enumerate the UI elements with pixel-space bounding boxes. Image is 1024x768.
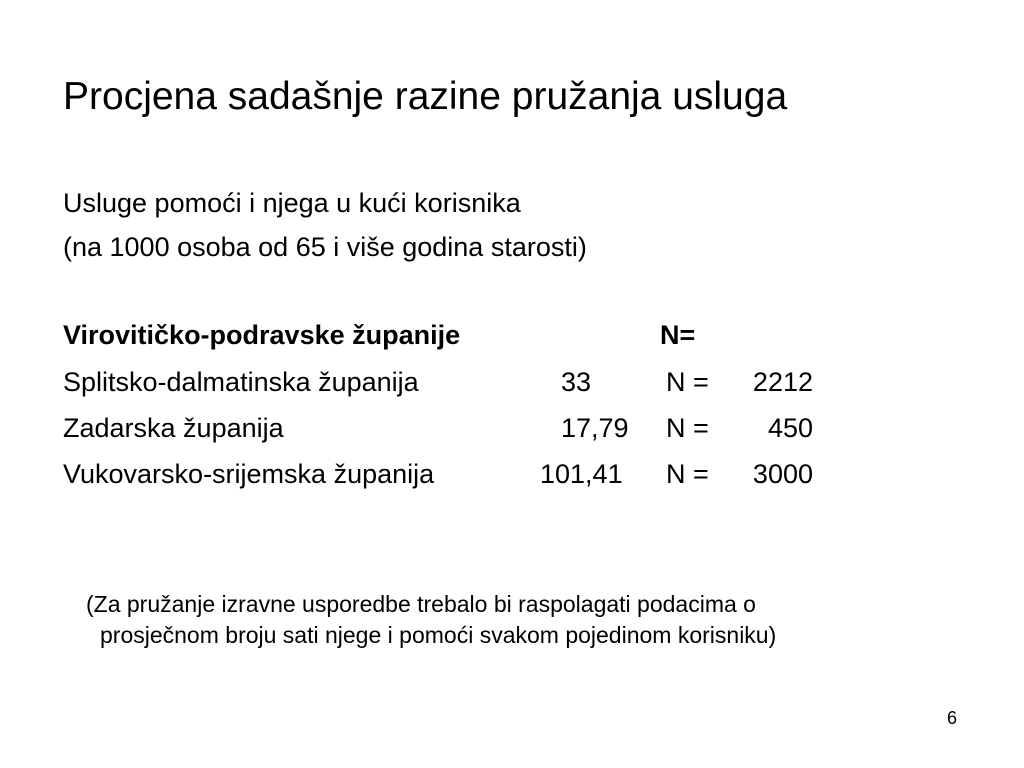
rate-value: 33	[561, 367, 592, 397]
subtitle-line-1: Usluge pomoći i njega u kući korisnika	[63, 188, 521, 218]
table-row	[63, 365, 863, 399]
county-name: Vukovarsko-srijemska županija	[63, 459, 435, 489]
n-count: 3000	[752, 459, 813, 489]
n-label: N =	[666, 367, 709, 397]
table-row	[63, 457, 863, 491]
n-label: N =	[666, 459, 709, 489]
county-name: Zadarska županija	[63, 413, 284, 443]
subtitle-line-2: (na 1000 osoba od 65 i više godina starosti)	[63, 232, 587, 262]
slide-title: Procjena sadašnje razine pružanja usluga	[63, 75, 788, 118]
rate-value: 101,41	[540, 459, 623, 489]
footnote-line-1: (Za pružanje izravne usporedbe trebalo bi raspolagati podacima o	[86, 591, 756, 617]
footnote	[86, 589, 956, 651]
county-name: Splitsko-dalmatinska županija	[63, 367, 419, 397]
header-n-label: N=	[660, 320, 696, 350]
n-label: N =	[666, 413, 709, 443]
table-row	[63, 411, 863, 445]
n-count: 450	[767, 413, 813, 443]
n-count: 2212	[752, 367, 813, 397]
footnote-line-2: prosječnom broju sati njege i pomoći svakom pojedinom korisniku)	[100, 622, 777, 648]
page-number: 6	[947, 708, 958, 728]
rate-value: 17,79	[561, 413, 629, 443]
table-header-row	[63, 318, 863, 352]
header-county-name: Virovitičko-podravske županije	[63, 320, 461, 350]
